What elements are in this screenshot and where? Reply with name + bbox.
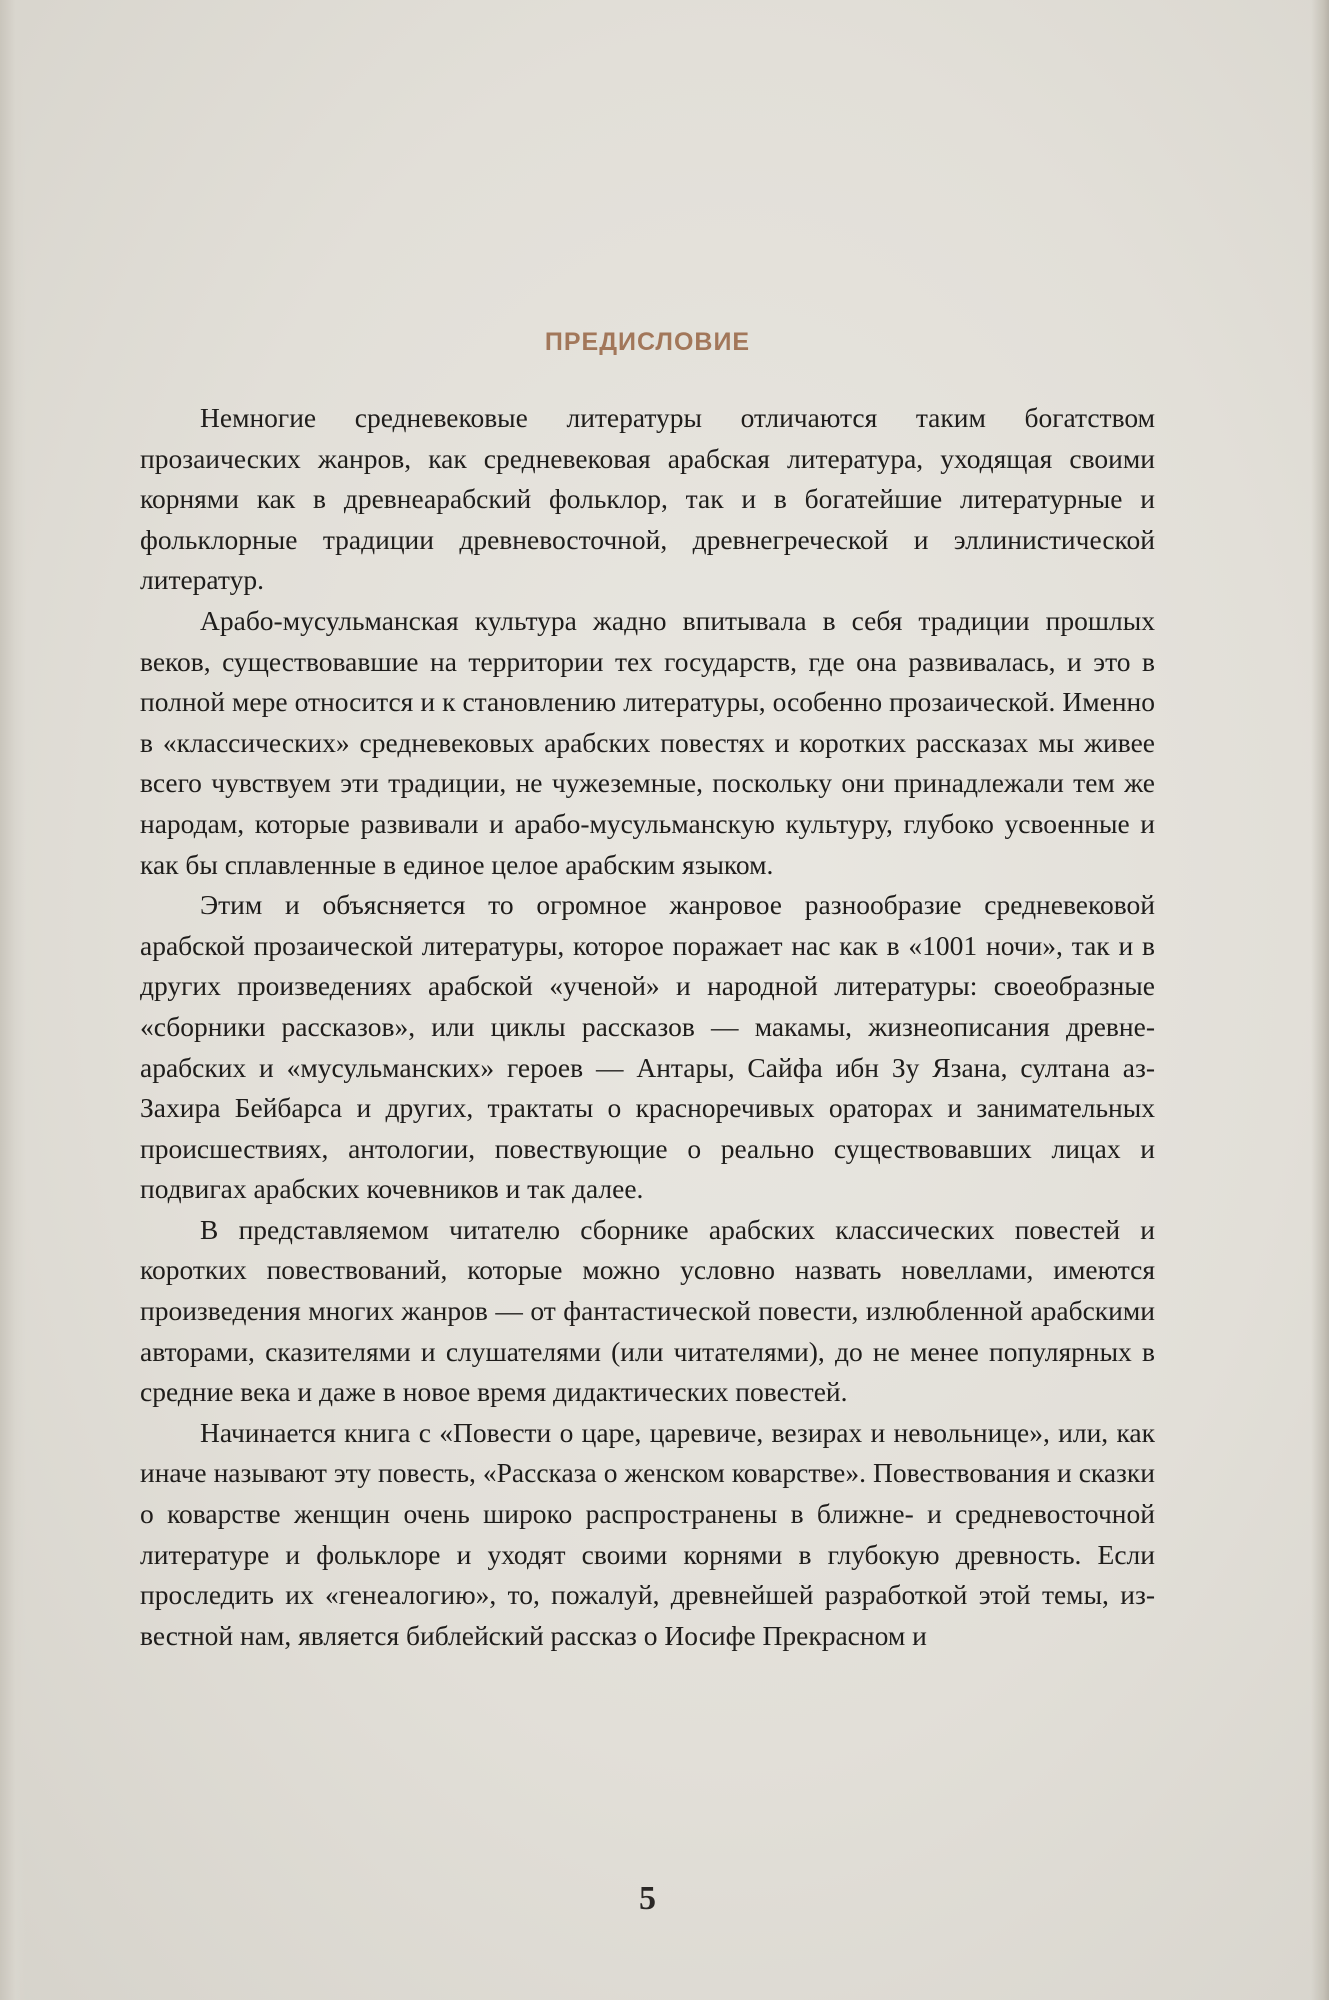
paragraph-4: В представляемом читателю сборнике арабских классических повестей и коротких повествований, которые можно условно назвать новеллами, имеются произведения многих жанров — от фантастической повести, излюбленной арабскими авторами, сказителями и слушателями (или читателями), до не менее популярных в средние века и даже в новое время дидактических повестей. xyxy=(140,1213,1155,1408)
body-text xyxy=(140,398,1155,1656)
paragraph-2: Арабо-мусульманская культура жадно впитывала в себя традиции прошлых веков, существовавшие на территории тех государств, где она развивалась, и это в полной мере относится и к становлению литературы, особенно прозаической. Именно в «классических» средневековых арабских повестях и коротких рассказах мы живее всего чувствуем эти традиции, не чужеземные, поскольку они принадлежали тем же народам, которые развивали и арабо-мусульманскую культуру, глубоко усвоенные и как бы сплавленные в единое целое арабским языком. xyxy=(140,604,1155,880)
page-heading: ПРЕДИСЛОВИЕ xyxy=(544,328,751,356)
page-number: 5 xyxy=(639,1880,656,1917)
paragraph-5: Начинается книга с «Повести о царе, царевиче, везирах и невольнице», или, как иначе называют эту повесть, «Рассказа о женском коварстве». Повествования и сказки о коварстве женщин очень широко распространены в ближне- и средневосточной литературе и фольклоре и уходят своими корнями в глубокую древность. Если проследить их «генеалогию», то, пожалуй, древнейшей разработкой этой темы, известной нам, является библейский рассказ о Иосифе Прекрасном и xyxy=(140,1416,1155,1651)
paragraph-3: Этим и объясняется то огромное жанровое разнообразие средневековой арабской прозаической литературы, которое поражает нас как в «1001 ночи», так и в других произведениях арабской «ученой» и народной литературы: своеобразные «сборники рассказов», или циклы рассказов — макамы, жизнеописания древнеарабских и «мусульманских» героев — Антары, Сайфа ибн Зу Язана, султана аз-Захира Бейбарса и других, трактаты о красноречивых ораторах и занимательных происшествиях, антологии, повествующие о реально существовавших лицах и подвигах арабских кочевников и так далее. xyxy=(140,889,1155,1205)
page-binding-edge xyxy=(0,0,26,2000)
page-right-edge xyxy=(1311,0,1329,2000)
paragraph-1: Немногие средневековые литературы отличаются таким богатством прозаических жанров, как средневековая арабская литература, уходящая своими корнями как в древнеарабский фольклор, так и в богатейшие литературные и фольклорные традиции древневосточной, древнегреческой и эллинистической литератур. xyxy=(140,402,1155,596)
